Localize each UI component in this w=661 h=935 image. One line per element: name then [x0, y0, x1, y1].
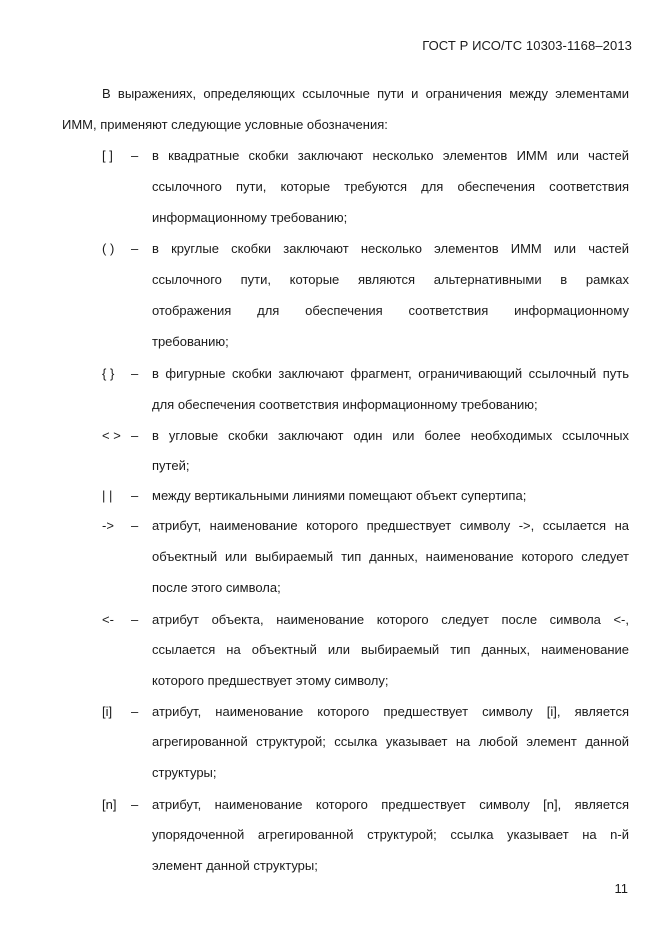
dash: –: [131, 488, 139, 503]
notation-symbol: < >: [102, 428, 121, 443]
notation-symbol: { }: [102, 366, 115, 381]
dash: –: [131, 797, 139, 812]
definition-line: атрибут, наименование которого предшествует символу ->, ссылается на: [152, 518, 629, 533]
definition-line: отображения для обеспечения соответствия информационному: [152, 303, 629, 318]
definition-line: объектный или выбираемый тип данных, наименование которого следует: [152, 549, 629, 564]
dash: –: [131, 241, 139, 256]
dash: –: [131, 366, 139, 381]
intro-line-1: В выражениях, определяющих ссылочные пути и ограничения между элементами: [102, 86, 629, 101]
document-header: ГОСТ Р ИСО/ТС 10303-1168–2013: [422, 38, 632, 53]
definition-line: для обеспечения соответствия информационному требованию;: [152, 397, 538, 412]
definition-line: в круглые скобки заключают несколько элементов ИММ или частей: [152, 241, 629, 256]
notation-symbol: | |: [102, 488, 113, 503]
definition-line: в угловые скобки заключают один или более необходимых ссылочных: [152, 428, 629, 443]
dash: –: [131, 428, 139, 443]
definition-line: упорядоченной агрегированной структурой; ссылка указывает на n-й: [152, 827, 629, 842]
definition-line: агрегированной структурой; ссылка указывает на любой элемент данной: [152, 734, 629, 749]
definition-line: в фигурные скобки заключают фрагмент, ограничивающий ссылочный путь: [152, 366, 629, 381]
definition-line: структуры;: [152, 765, 217, 780]
definition-line: требованию;: [152, 334, 229, 349]
definition-line: ссылочного пути, которые требуются для обеспечения соответствия: [152, 179, 629, 194]
definition-line: после этого символа;: [152, 580, 281, 595]
dash: –: [131, 704, 139, 719]
definition-line: атрибут, наименование которого предшествует символу [i], является: [152, 704, 629, 719]
notation-symbol: ( ): [102, 241, 115, 256]
notation-symbol: [ ]: [102, 148, 113, 163]
dash: –: [131, 518, 139, 533]
definition-line: между вертикальными линиями помещают объект супертипа;: [152, 488, 527, 503]
definition-line: путей;: [152, 458, 190, 473]
notation-symbol: ->: [102, 518, 114, 533]
notation-symbol: [n]: [102, 797, 117, 812]
definition-line: ссылается на объектный или выбираемый тип данных, наименование: [152, 642, 629, 657]
definition-line: информационному требованию;: [152, 210, 348, 225]
notation-symbol: [i]: [102, 704, 113, 719]
intro-line-2: ИММ, применяют следующие условные обозначения:: [62, 117, 388, 132]
notation-symbol: <-: [102, 612, 114, 627]
definition-line: ссылочного пути, которые являются альтернативными в рамках: [152, 272, 629, 287]
definition-line: которого предшествует этому символу;: [152, 673, 389, 688]
definition-line: атрибут объекта, наименование которого следует после символа <-,: [152, 612, 629, 627]
definition-line: элемент данной структуры;: [152, 858, 318, 873]
dash: –: [131, 612, 139, 627]
dash: –: [131, 148, 139, 163]
page-number: 11: [614, 881, 628, 896]
definition-line: атрибут, наименование которого предшествует символу [n], является: [152, 797, 629, 812]
definition-line: в квадратные скобки заключают несколько элементов ИММ или частей: [152, 148, 629, 163]
